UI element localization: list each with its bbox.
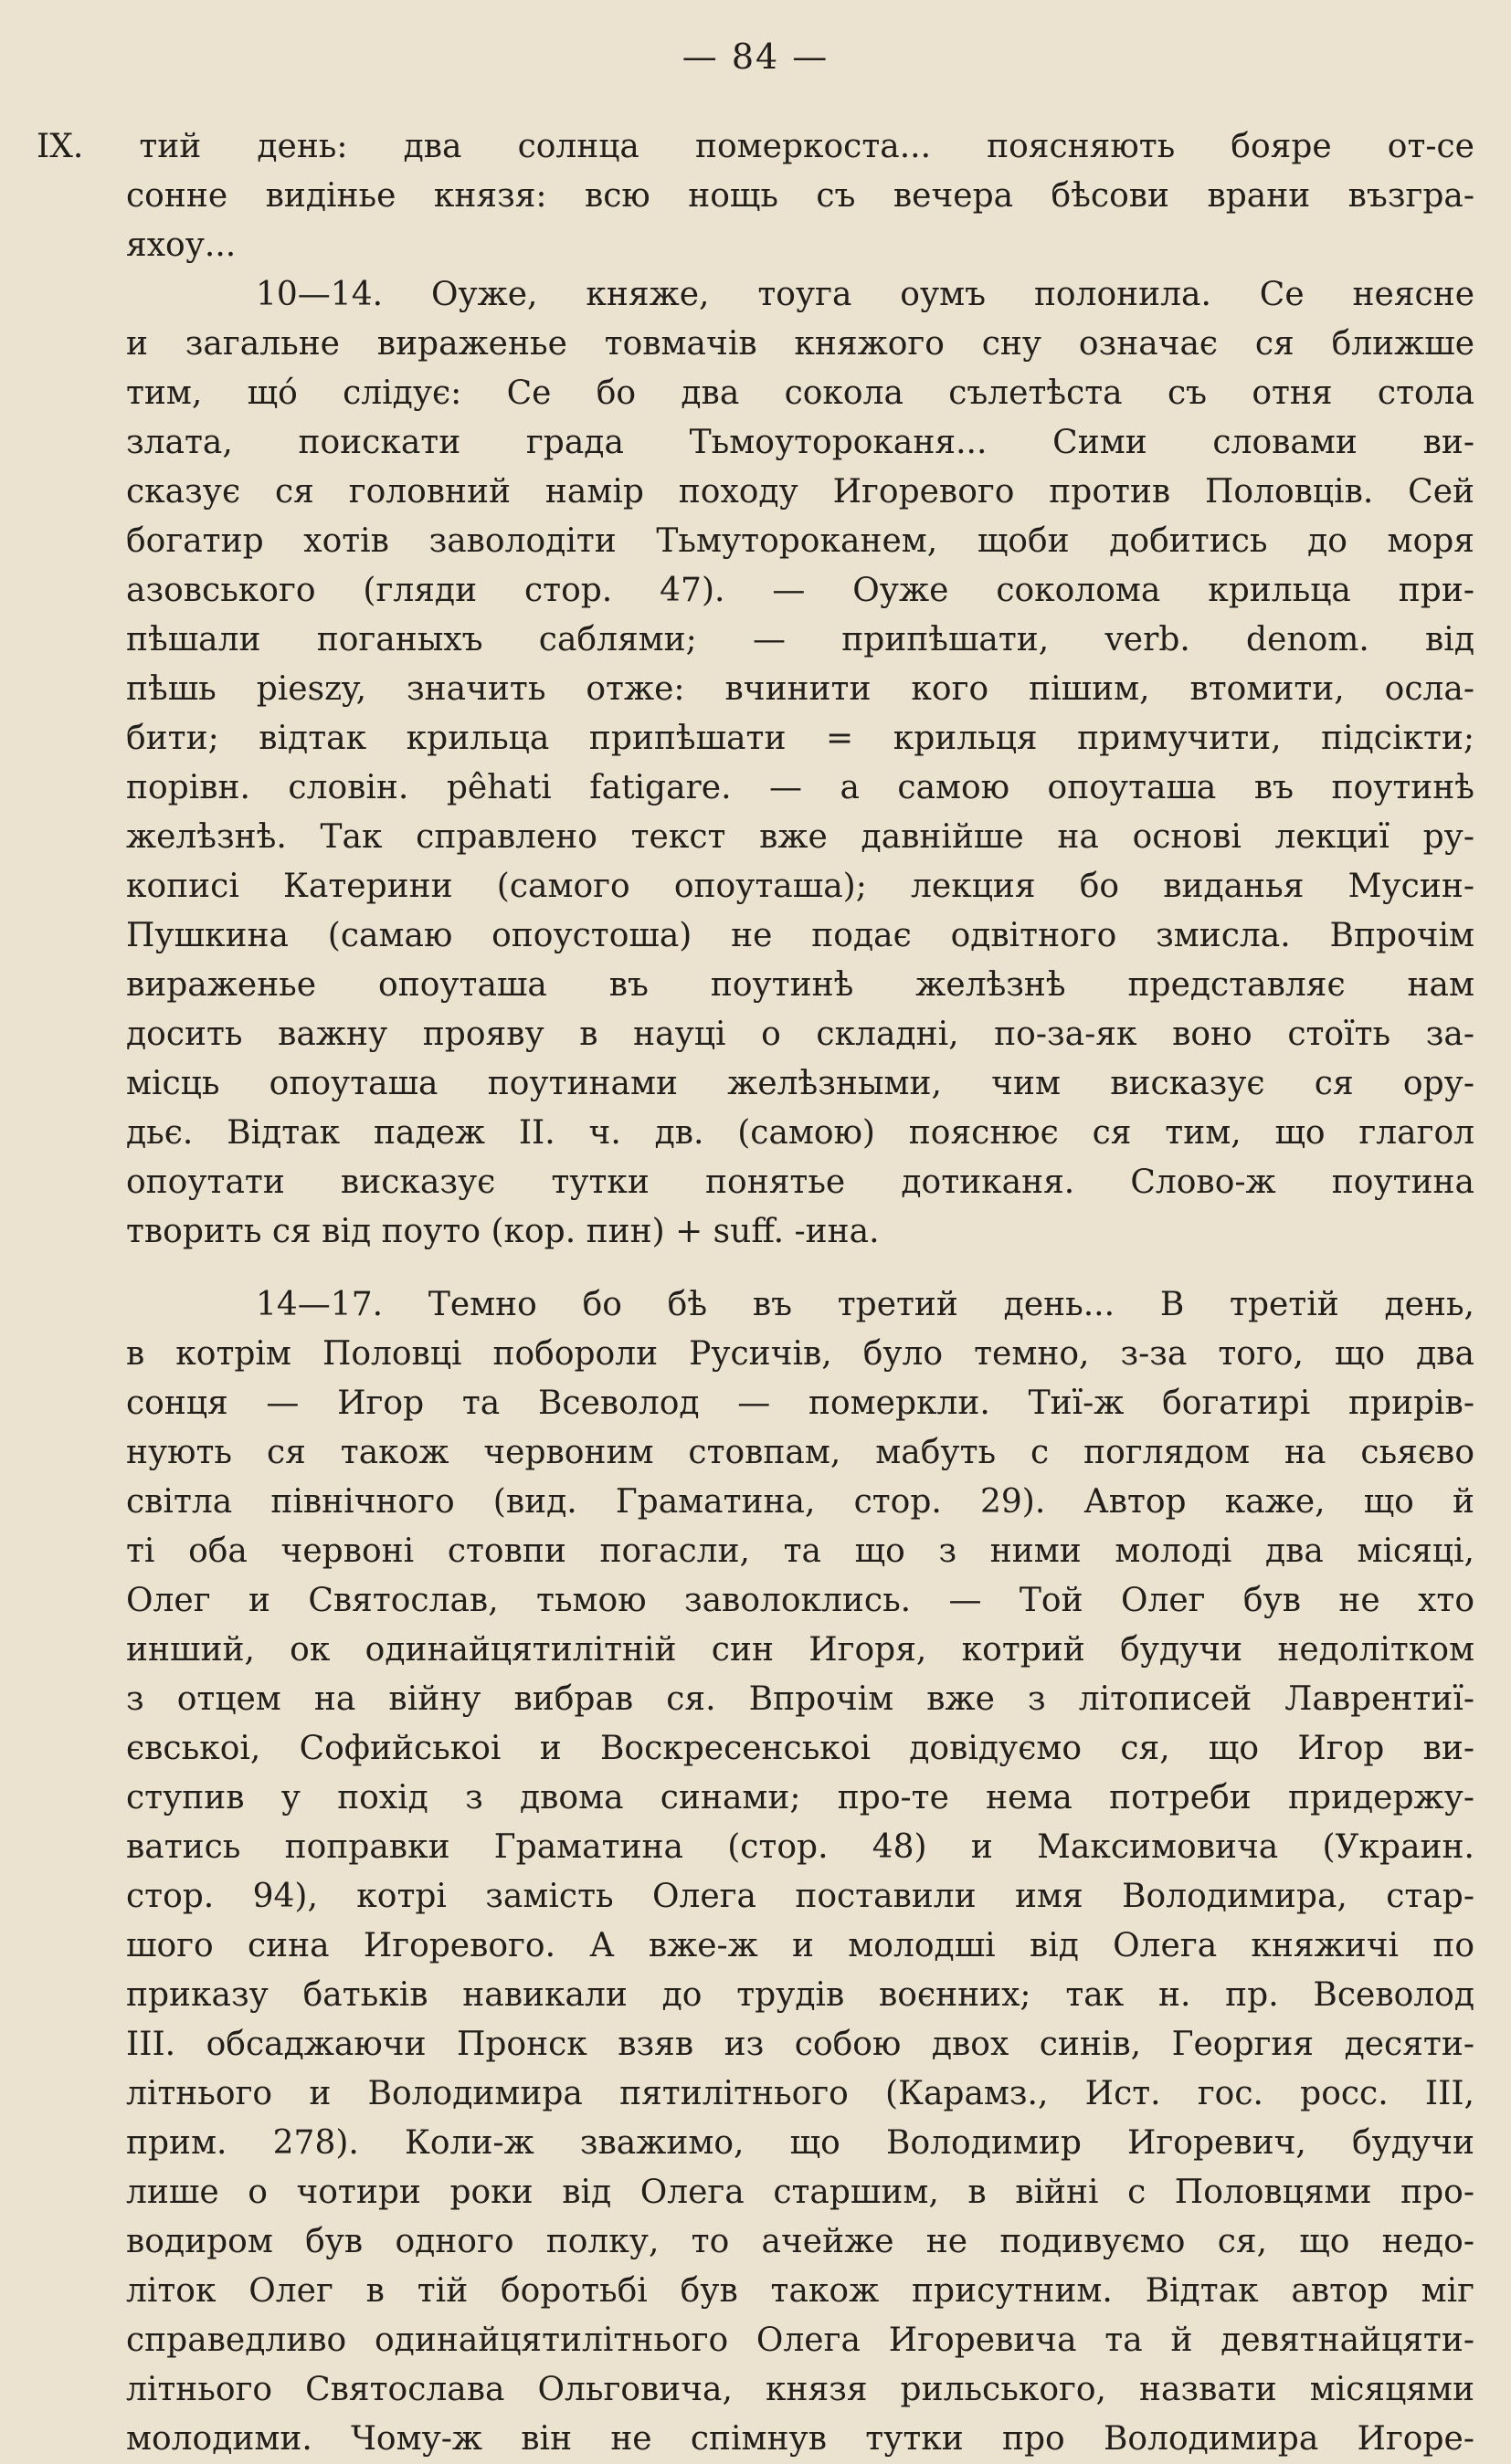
text-line: желѣзнѣ. Так справлено текст вже давнійше на основі лекциї ру- <box>126 818 1474 856</box>
text-line: в котрім Половці побороли Русичів, було темно, з-за того, що два <box>126 1335 1474 1373</box>
text-line: світла північного (вид. Граматина, стор. 29). Автор каже, що й <box>126 1483 1474 1521</box>
paragraph-ix <box>37 122 1474 270</box>
text-line: прим. 278). Коли-ж зважимо, що Володимир Игоревич, будучи <box>126 2124 1474 2162</box>
text-line: місць опоуташа поутинами желѣзными, чим висказує ся ору- <box>126 1065 1474 1102</box>
text-line: III. обсаджаючи Пронск взяв из собою двох синів, Георгия десяти- <box>126 2026 1474 2063</box>
text-line: кописі Катерини (самого опоуташа); лекция бо виданья Мусин- <box>126 868 1474 905</box>
text-line: сонця — Игор та Всеволод — померкли. Тиї-ж богатирі прирів- <box>126 1385 1474 1422</box>
text-line: шого сина Игоревого. А вже-ж и молодші від Олега княжичі по <box>126 1927 1474 1964</box>
text-line: сказує ся головний намір походу Игоревого против Половців. Сей <box>126 473 1474 511</box>
text-line: опоутати висказує тутки понятье дотиканя. Слово-ж поутина <box>126 1164 1474 1201</box>
text-line: молодими. Чому-ж він не спімнув тутки про Володимира Игоре- <box>126 2420 1474 2458</box>
text-line: стор. 94), котрі замість Олега поставили имя Володимира, стар- <box>126 1878 1474 1915</box>
text-line: лише о чотири роки від Олега старшим, в війні с Половцями про- <box>126 2174 1474 2211</box>
text-line: Олег и Святослав, тьмою заволоклись. — Той Олег був не хто <box>126 1582 1474 1619</box>
text-line: яхоу... <box>126 226 237 264</box>
text-line: дьє. Відтак падеж II. ч. дв. (самою) пояснює ся тим, що глагол <box>126 1114 1474 1152</box>
text-line: літнього и Володимира пятилітнього (Карамз., Ист. гос. росс. III, <box>126 2075 1474 2112</box>
text-line: нують ся також червоним стовпам, мабуть с поглядом на сьяєво <box>126 1434 1474 1471</box>
page-number: — 84 — <box>682 37 829 77</box>
text-line: вираженье опоуташа въ поутинѣ желѣзнѣ представляє нам <box>126 966 1474 1004</box>
text-line: літнього Святослава Ольговича, князя рильського, назвати місяцями <box>126 2371 1474 2408</box>
paragraph-14-17 <box>37 1280 1474 2464</box>
text-line: літок Олег в тій боротьбі був також присутним. Відтак автор міг <box>126 2272 1474 2310</box>
text-line: пѣшь pieszy, значить отже: вчинити кого пішим, втомити, осла- <box>126 670 1474 708</box>
text-line: богатир хотів заволодіти Тьмутороканем, щоби добитись до моря <box>126 522 1474 560</box>
text-line: IX. тий день: два солнца померкоста... поясняють бояре от-се <box>37 128 1474 165</box>
text-line: пѣшали поганыхъ саблями; — припѣшати, verb. denom. від <box>126 621 1474 658</box>
text-line: досить важну прояву в науці о складні, по-за-як воно стоїть за- <box>126 1016 1474 1053</box>
text-line: ватись поправки Граматина (стор. 48) и Максимовича (Украин. <box>126 1828 1474 1866</box>
text-line: азовського (гляди стор. 47). — Оуже соколома крильца при- <box>126 572 1474 609</box>
paragraph-10-14 <box>37 270 1474 1257</box>
text-line: творить ся від поуто (кор. пин) + suff. -ина. <box>126 1213 880 1250</box>
text-line: инший, ок одинайцятилітній син Игоря, котрий будучи недолітком <box>126 1631 1474 1669</box>
text-line: Пушкина (самаю опоустоша) не подає одвітного змисла. Впрочім <box>126 917 1474 954</box>
text-line: приказу батьків навикали до трудів воєнних; так н. пр. Всеволод <box>126 1976 1474 2014</box>
text-line: 14—17. Темно бо бѣ въ третий день... В третій день, <box>256 1286 1474 1323</box>
text-line: ті оба червоні стовпи погасли, та що з ними молоді два місяці, <box>126 1532 1474 1570</box>
text-line: з отцем на війну вибрав ся. Впрочім вже з літописей Лаврентиї- <box>126 1680 1474 1718</box>
text-line: євськоі, Софийськоі и Воскресенськоі довідуємо ся, що Игор ви- <box>126 1730 1474 1767</box>
text-line: и загальне вираженье товмачів княжого сну означає ся ближше <box>126 325 1474 363</box>
text-line: справедливо одинайцятилітнього Олега Игоревича та й девятнайцяти- <box>126 2322 1474 2359</box>
text-line: сонне видінье князя: всю нощь съ вечера бѣсови врани възгра- <box>126 177 1474 215</box>
text-line: бити; відтак крильца припѣшати = крильця примучити, підсікти; <box>126 720 1474 757</box>
text-line: тим, щó слідує: Се бо два сокола сълетѣста съ отня стола <box>126 374 1474 412</box>
text-line: 10—14. Оуже, княже, тоуга оумъ полонила. Се неясне <box>256 276 1474 313</box>
text-line: злата, поискати града Тьмоутороканя... Сими словами ви- <box>126 424 1474 461</box>
text-line: ступив у похід з двома синами; про-те нема потреби придержу- <box>126 1779 1474 1816</box>
text-line: водиром був одного полку, то ачейже не подивуємо ся, що недо- <box>126 2223 1474 2260</box>
text-line: порівн. словін. pêhati fatigare. — а самою опоуташа въ поутинѣ <box>126 769 1474 806</box>
